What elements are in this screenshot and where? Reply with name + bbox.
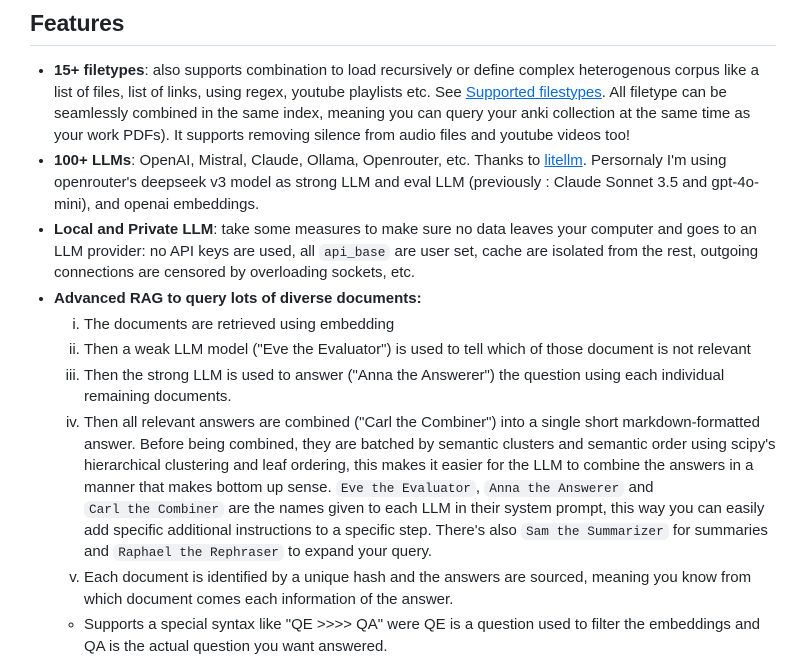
features-heading: Features: [30, 10, 776, 46]
llms-text-after-link: . Persornaly I'm using openrouter's deepseek v3 model as strong LLM and eval LLM (previously : Claude Sonnet 3.5 and gpt-4o-mini), and openai embeddings.: [54, 152, 759, 213]
filetypes-text-after-link: . All filetype can be seamlessly combined in the same index, meaning you can query your anki collection at the same time as your work PDFs). It supports removing silence from audio files and youtube videos too!: [54, 83, 751, 144]
api-base-code: api_base: [319, 244, 390, 261]
supported-filestypes-link[interactable]: Supported filestypes: [465, 83, 602, 101]
carl-the-combiner-code: Carl the Combiner: [84, 501, 224, 518]
sam-the-summarizer-code: Sam the Summarizer: [521, 523, 669, 540]
filetypes-label: 15+ filetypes: [54, 62, 145, 79]
rag-note-list: [54, 614, 776, 657]
rag-step-combiner-text-5: for summaries and: [84, 521, 768, 561]
list-item-llms: [54, 150, 776, 215]
rag-step-sourcing-text: Each document is identified by a unique hash and the answers are sourced, meaning you know from which document comes each information of the answer.: [84, 569, 752, 608]
rag-step-combiner-text-6: to expand your query.: [283, 543, 433, 561]
rag-step-retrieval: [84, 314, 776, 336]
llms-label: 100+ LLMs: [54, 152, 132, 170]
rag-step-answerer: [84, 365, 776, 408]
litellm-link[interactable]: litellm: [544, 152, 583, 170]
anna-the-answerer-code: Anna the Answerer: [484, 480, 624, 497]
list-item-filetypes: [54, 60, 776, 146]
raphael-the-rephraser-code: Raphael the Rephraser: [113, 544, 284, 561]
rag-step-evaluator-text: Then a weak LLM model ("Eve the Evaluator") is used to tell which of those document is not relevant: [84, 341, 751, 359]
list-item-advanced-rag: [54, 288, 776, 658]
rag-step-sourcing: [84, 567, 776, 610]
features-list: [30, 60, 776, 657]
rag-note-special-syntax-text: Supports a special syntax like "QE >>>> QA" were QE is a question used to filter the embeddings and QA is the actual question you want answered.: [84, 616, 761, 655]
rag-step-answerer-text: Then the strong LLM is used to answer ("Anna the Answerer") the question using each individual remaining documents.: [84, 366, 725, 406]
advanced-rag-label: Advanced RAG to query lots of diverse documents:: [54, 289, 422, 307]
rag-step-combiner-text-2: ,: [475, 478, 485, 496]
rag-note-special-syntax: [84, 614, 776, 657]
rag-step-combiner: [84, 412, 776, 563]
filetypes-text-before-link: : also supports combination to load recursively or define complex heterogenous corpus like a list of files, list of links, using regex, youtube playlists etc. See: [54, 62, 759, 101]
rag-step-combiner-text-3: and: [624, 478, 654, 496]
list-item-local-private-llm: [54, 219, 776, 284]
local-private-text-before-code: : take some measures to make sure no data leaves your computer and goes to an LLM provider: no API keys are used, all: [54, 221, 757, 260]
llms-text-before-link: : OpenAI, Mistral, Claude, Ollama, Openrouter, etc. Thanks to: [131, 152, 545, 170]
rag-step-combiner-text-1: Then all relevant answers are combined ("Carl the Combiner") into a single short markdown-formatted answer. Before being combined, they are batched by semantic clusters and semantic order using scipy's hierarchical clustering and leaf ordering, this makes it easier for the LLM to combine the answers in a manner that makes bottom up sense.: [84, 413, 776, 496]
rag-steps-list: [54, 314, 776, 611]
rag-step-evaluator: [84, 339, 776, 361]
rag-step-retrieval-text: The documents are retrieved using embedding: [84, 315, 395, 333]
rag-step-combiner-text-4: are the names given to each LLM in their system prompt, this way you can easily add specific additional instructions to a specific step. There's also: [84, 500, 765, 539]
local-private-text-after-code: are user set, cache are isolated from the rest, outgoing connections are censored by overloading sockets, etc.: [54, 242, 759, 282]
eve-the-evaluator-code: Eve the Evaluator: [336, 480, 476, 497]
local-private-label: Local and Private LLM: [54, 221, 214, 239]
